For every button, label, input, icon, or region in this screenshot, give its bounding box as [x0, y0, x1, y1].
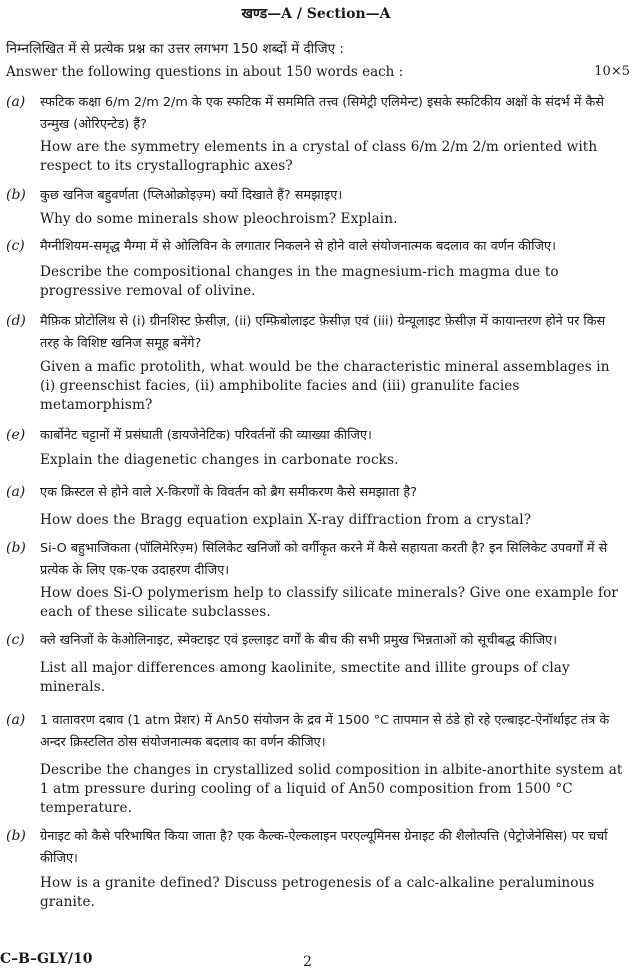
question-hindi: स्फटिक कक्षा 6/m 2/m 2/m के एक स्फटिक में सममिति तत्त्व (सिमेट्री एलिमेन्ट) इसके स्फटिकीय अक्षों के संदर्भ में कैसे उन्मुख (ओरिएन्टेड) हैं? [40, 95, 605, 132]
question-label: (b) [6, 187, 26, 203]
question-hindi: मैग्नीशियम-समृद्ध मैग्मा में से ओलिविन के लगातार निकलने से होने वाले संयोजनात्मक बदलाव का वर्णन कीजिए। [40, 239, 556, 254]
instruction-hindi: निम्नलिखित में से प्रत्येक प्रश्न का उत्तर लगभग 150 शब्दों में दीजिए : [6, 41, 344, 57]
question-english: Why do some minerals show pleochroism? Explain. [40, 211, 398, 227]
question-label: (d) [6, 313, 26, 329]
question-hindi: कुछ खनिज बहुवर्णता (प्लिओक्रोइज़्म) क्यों दिखाते हैं? समझाइए। [40, 188, 343, 203]
question-label: (e) [6, 427, 26, 443]
page-number: 2 [303, 954, 312, 970]
question-hindi: ग्रेनाइट को कैसे परिभाषित किया जाता है? एक कैल्क-ऐल्कलाइन परएल्यूमिनस ग्रेनाइट की शैलोत्पत्ति (पेट्रोजेनेसिस) पर चर्चा कीजिए। [40, 829, 608, 866]
instruction-english: Answer the following questions in about 150 words each : [6, 64, 404, 80]
question-english: Describe the changes in crystallized solid composition in albite-anorthite system at 1 atm pressure during cooling of a liquid of An50 composition from 1500 °C temperature. [40, 762, 623, 816]
paper-code: C–B–GLY/10 [0, 951, 93, 967]
question-label: (c) [6, 238, 25, 254]
question-hindi: मैफ़िक प्रोटोलिथ से (i) ग्रीनशिस्ट फ़ेसीज़, (ii) एम्फ़िबोलाइट फ़ेसीज़ एवं (iii) ग्रेन्यूलाइट फ़ेसीज़ में कायान्तरण होने पर किस तरह के विशिष्ट खनिज समूह बनेंगे? [40, 314, 606, 351]
question-english: Explain the diagenetic changes in carbonate rocks. [40, 452, 399, 468]
question-label: (b) [6, 828, 26, 844]
question-label: (a) [6, 94, 26, 110]
question-hindi: Si-O बहुभाजिकता (पॉलिमेरिज़्म) सिलिकेट खनिजों को वर्गीकृत करने में कैसे सहायता करती है? इन सिलिकेट उपवर्गों में से प्रत्येक के लिए एक-एक उदाहरण दीजिए। [40, 541, 608, 578]
question-english: Given a mafic protolith, what would be the characteristic mineral assemblages in (i) greenschist facies, (ii) amphibolite facies and (iii) granulite facies metamorphism? [40, 359, 610, 413]
question-hindi: एक क्रिस्टल से होने वाले X-किरणों के विवर्तन को ब्रैग समीकरण कैसे समझाता है? [40, 485, 418, 500]
question-label: (c) [6, 632, 25, 648]
question-english: How are the symmetry elements in a crystal of class 6/m 2/m 2/m oriented with respect to its crystallographic axes? [40, 139, 598, 174]
question-english: How does Si-O polymerism help to classify silicate minerals? Give one example for each of these silicate subclasses. [40, 585, 618, 620]
question-label: (b) [6, 540, 26, 556]
question-hindi: क्ले खनिजों के केओलिनाइट, स्मेक्टाइट एवं इल्लाइट वर्गों के बीच की सभी प्रमुख भिन्नताओं को सूचीबद्ध कीजिए। [40, 633, 558, 648]
question-label: (a) [6, 712, 26, 728]
question-english: How is a granite defined? Discuss petrogenesis of a calc-alkaline peraluminous granite. [40, 875, 595, 910]
question-hindi: कार्बोनेट चट्टानों में प्रसंघाती (डायजेनेटिक) परिवर्तनों की व्याख्या कीजिए। [40, 428, 372, 443]
question-english: Describe the compositional changes in the magnesium-rich magma due to progressive removal of olivine. [40, 264, 559, 299]
question-hindi: 1 वातावरण दबाव (1 atm प्रेशर) में An50 संयोजन के द्रव में 1500 °C तापमान से ठंडे हो रहे एल्बाइट-ऐनॉर्थाइट तंत्र के अन्दर क्रिस्टलित ठोस संयोजनात्मक बदलाव का वर्णन कीजिए। [40, 713, 610, 750]
question-label: (a) [6, 484, 26, 500]
marks-label: 10×5 [594, 64, 630, 79]
question-english: List all major differences among kaolinite, smectite and illite groups of clay minerals. [40, 660, 570, 695]
question-english: How does the Bragg equation explain X-ray diffraction from a crystal? [40, 512, 532, 528]
section-heading: खण्ड—A / Section—A [241, 6, 391, 22]
